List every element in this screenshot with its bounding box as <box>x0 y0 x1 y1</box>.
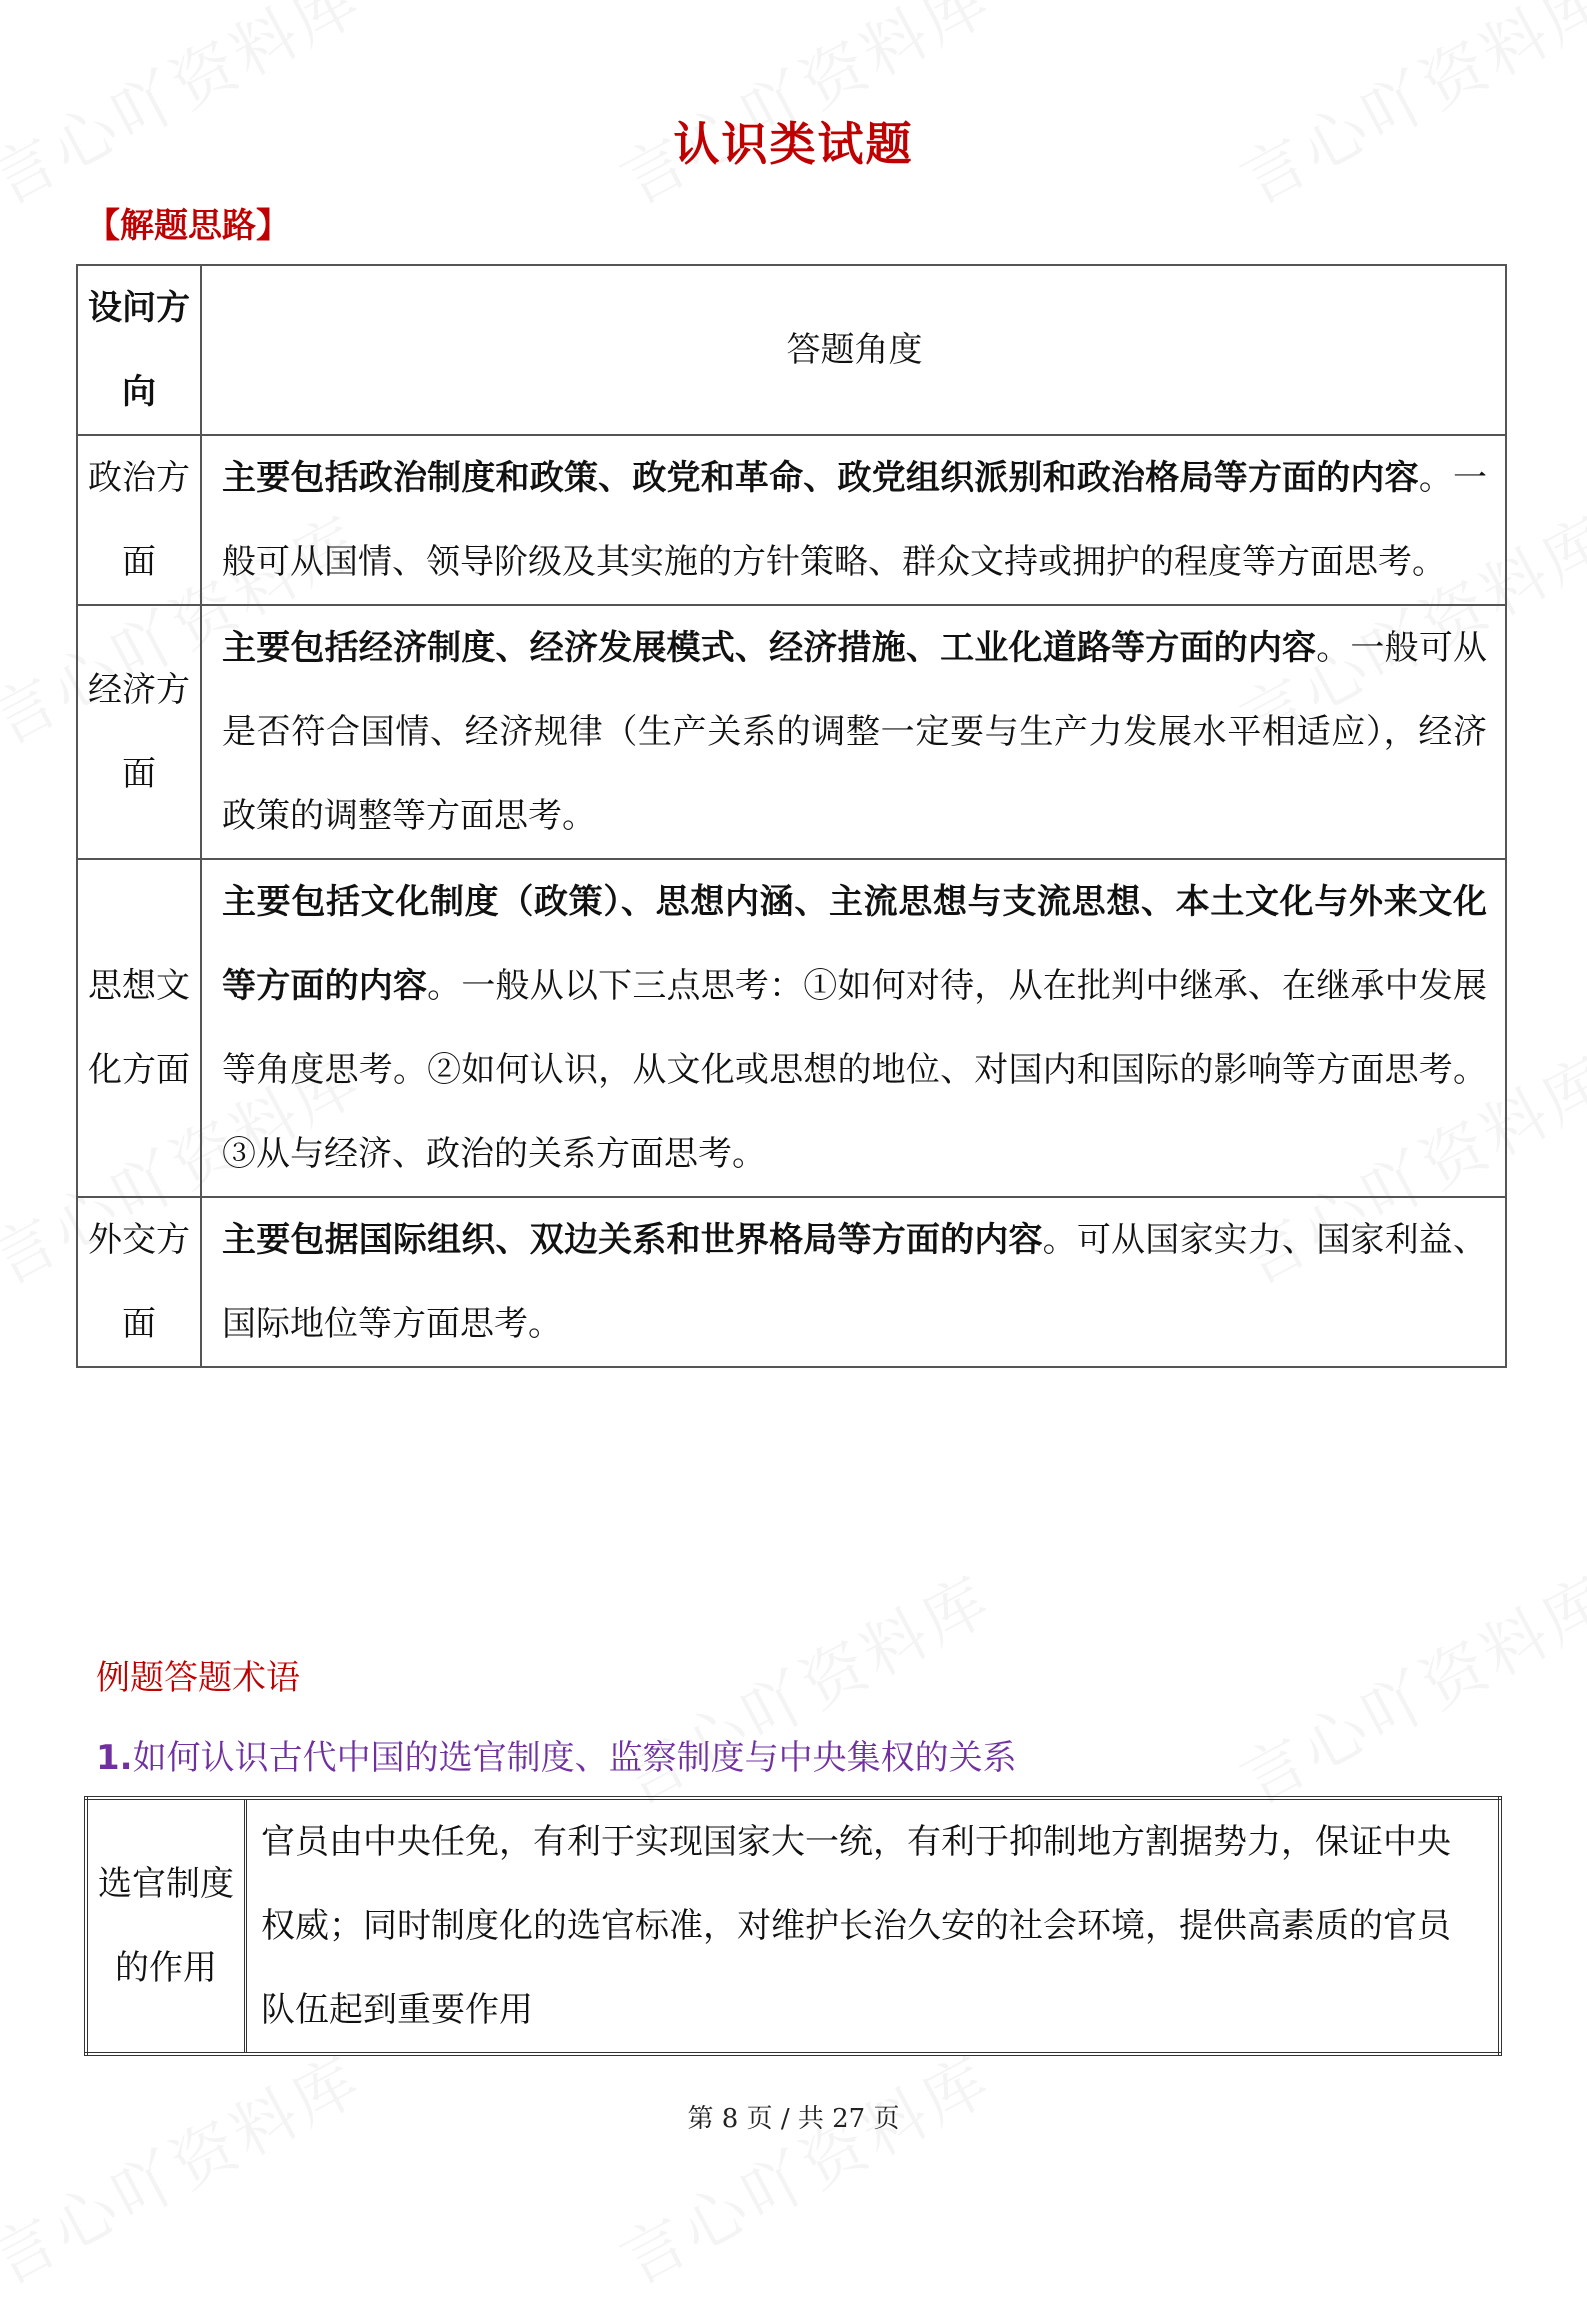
table-row <box>77 1197 1506 1367</box>
approach-table <box>76 264 1507 1368</box>
question-title <box>96 1730 1017 1779</box>
question-row-content: 官员由中央任免，有利于实现国家大一统，有利于抑制地方割据势力，保证中央权威；同时制度化的选官标准，对维护长治久安的社会环境，提供高素质的官员队伍起到重要作用 <box>246 1798 1501 2054</box>
question-text: 如何认识古代中国的选官制度、监察制度与中央集权的关系 <box>132 1738 1017 1778</box>
row-normal-text: 。一般从以下三点思考：①如何对待，从在批判中继承、在继承中发展等角度思考。②如何认识，从文化或思想的地位、对国内和国际的影响等方面思考。③从与经济、政治的关系方面思考。 <box>222 966 1488 1174</box>
watermark <box>1222 1550 1587 1823</box>
question-row-label: 选官制度的作用 <box>86 1798 246 2054</box>
table-row <box>77 605 1506 859</box>
row-bold-text: 主要包据国际组织、双边关系和世界格局等方面的内容 <box>222 1220 1043 1260</box>
table-row <box>77 859 1506 1197</box>
row-content <box>201 435 1506 605</box>
header-label: 设问方向 <box>77 265 201 435</box>
row-label: 政治方面 <box>77 435 201 605</box>
row-bold-text: 主要包括文化制度（政策）、思想内涵、主流思想与支流思想、本土文化与外来文化等方面的内容 <box>222 882 1487 1006</box>
row-bold-text: 主要包括经济制度、经济发展模式、经济措施、工业化道路等方面的内容 <box>222 628 1317 668</box>
row-normal-text: 。可从国家实力、国家利益、国际地位等方面思考。 <box>222 1220 1488 1344</box>
row-bold-text: 主要包括政治制度和政策、政党和革命、政党组织派别和政治格局等方面的内容 <box>222 458 1419 498</box>
row-label: 外交方面 <box>77 1197 201 1367</box>
row-label: 经济方面 <box>77 605 201 859</box>
row-content <box>201 605 1506 859</box>
row-label: 思想文化方面 <box>77 859 201 1197</box>
page-footer: 第 8 页 / 共 27 页 <box>687 2104 900 2134</box>
section-heading: 【解题思路】 <box>86 206 290 246</box>
row-content <box>201 859 1506 1197</box>
table-header-row <box>77 265 1506 435</box>
example-heading: 例题答题术语 <box>96 1658 300 1698</box>
watermark <box>602 2030 1005 2302</box>
page-title: 认识类试题 <box>673 117 914 171</box>
table-row <box>77 435 1506 605</box>
header-content: 答题角度 <box>201 265 1506 435</box>
row-normal-text: 。一般可从是否符合国情、经济规律（生产关系的调整一定要与生产力发展水平相适应），经济政策的调整等方面思考。 <box>222 628 1488 836</box>
question-table <box>84 1796 1502 2056</box>
row-content <box>201 1197 1506 1367</box>
watermark <box>0 2030 376 2302</box>
table-row <box>86 1798 1500 2054</box>
watermark <box>602 1550 1005 1823</box>
question-number: 1. <box>96 1738 133 1778</box>
row-normal-text: 。一般可从国情、领导阶级及其实施的方针策略、群众文持或拥护的程度等方面思考。 <box>222 458 1488 582</box>
